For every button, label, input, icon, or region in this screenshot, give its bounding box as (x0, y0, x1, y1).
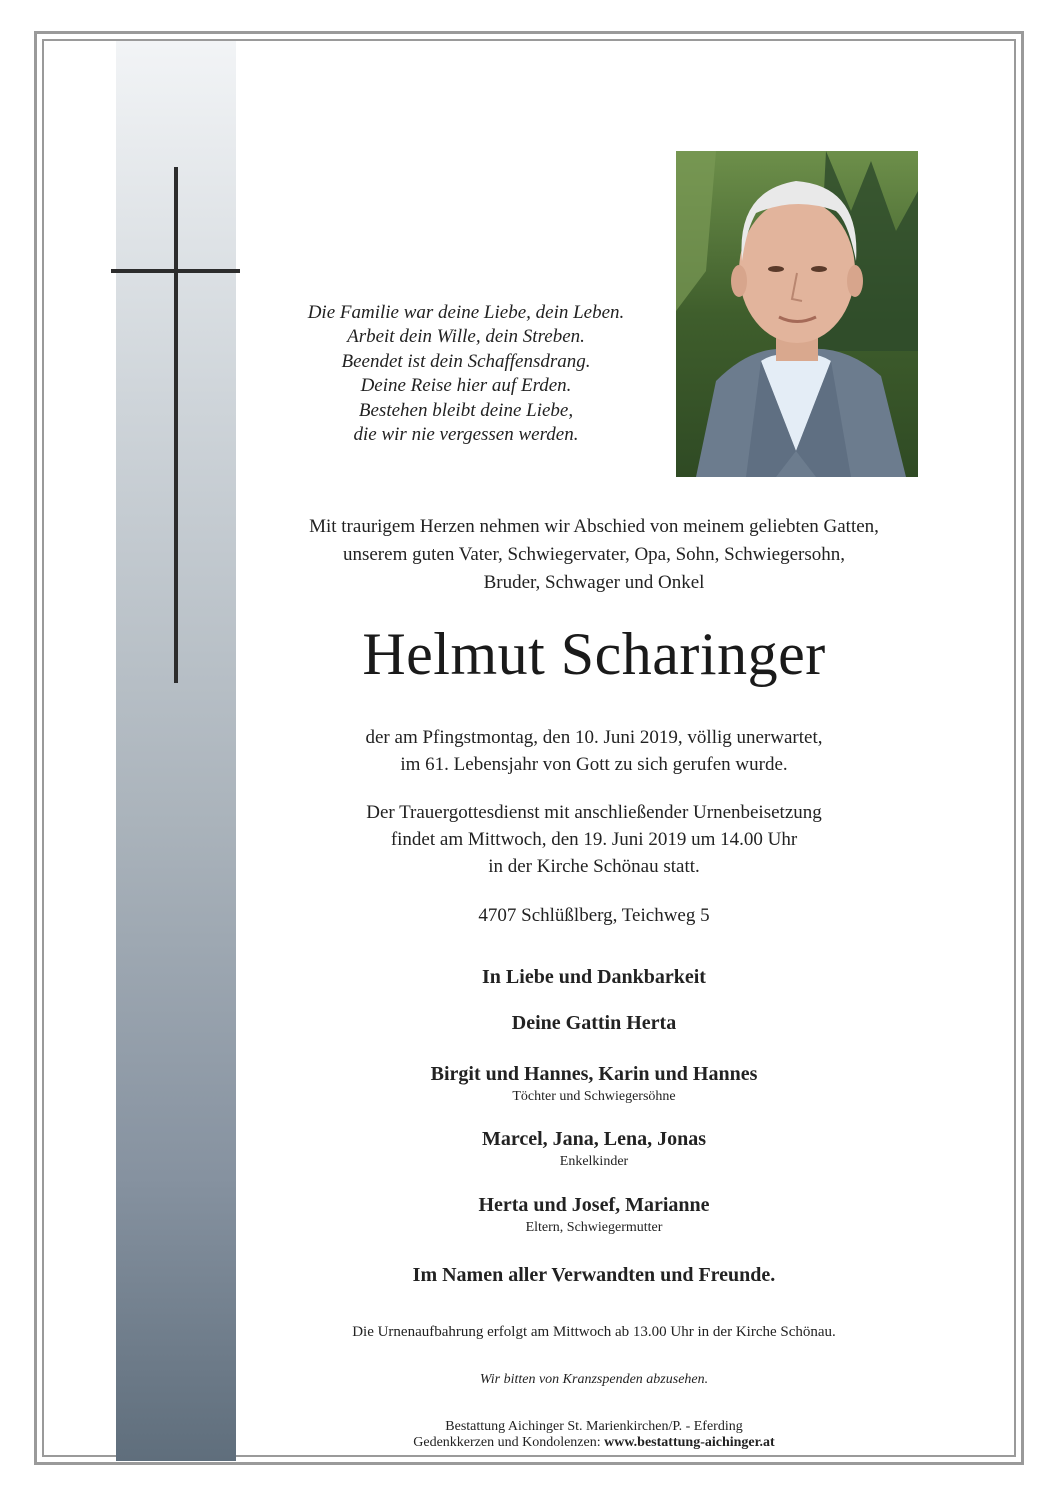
service-line: Der Trauergottesdienst mit anschließender Urnenbeisetzung (366, 802, 822, 823)
service-line: findet am Mittwoch, den 19. Juni 2019 um 14.00 Uhr (390, 829, 798, 850)
poem-line: Arbeit dein Wille, dein Streben. (347, 326, 585, 348)
family-group (236, 1126, 952, 1171)
deceased-name: Helmut Scharinger (362, 621, 826, 687)
group-relation: Enkelkinder (559, 1154, 629, 1169)
poem-line: die wir nie vergessen werden. (353, 424, 579, 446)
address: 4707 Schlüßlberg, Teichweg 5 (478, 905, 710, 926)
group-names: Birgit und Hannes, Karin und Hannes (430, 1063, 758, 1085)
cross-icon-bar (111, 269, 240, 273)
service-notice (236, 799, 952, 880)
footer-line-2 (236, 1435, 952, 1451)
wreath-note: Wir bitten von Kranzspenden abzusehen. (479, 1372, 709, 1387)
relatives-line: Im Namen aller Verwandten und Freunde. (412, 1264, 776, 1286)
group-names: Marcel, Jana, Lena, Jonas (481, 1128, 707, 1150)
family-group (236, 1061, 952, 1106)
intro-text (236, 513, 952, 597)
group-names: Herta und Josef, Marianne (478, 1194, 710, 1216)
love-line: In Liebe und Dankbarkeit (482, 966, 706, 988)
intro-line: Bruder, Schwager und Onkel (483, 572, 705, 593)
spouse-line: Deine Gattin Herta (511, 1012, 677, 1034)
footer (236, 1419, 952, 1451)
group-relation: Töchter und Schwiegersöhne (512, 1089, 676, 1104)
poem (256, 301, 676, 447)
group-relation: Eltern, Schwiegermutter (525, 1220, 663, 1235)
service-line: in der Kirche Schönau statt. (488, 856, 700, 877)
website-link[interactable]: www.bestattung-aichinger.at (604, 1435, 775, 1450)
poem-line: Beendet ist dein Schaffensdrang. (341, 350, 591, 372)
cross-icon (174, 167, 178, 683)
urn-note: Die Urnenaufbahrung erfolgt am Mittwoch ab 13.00 Uhr in der Kirche Schönau. (352, 1324, 836, 1340)
intro-line: unserem guten Vater, Schwiegervater, Opa, Sohn, Schwiegersohn, (342, 544, 846, 565)
family-group (236, 1192, 952, 1237)
poem-line: Deine Reise hier auf Erden. (360, 375, 572, 397)
death-line: im 61. Lebensjahr von Gott zu sich gerufen wurde. (400, 754, 788, 775)
death-line: der am Pfingstmontag, den 10. Juni 2019, völlig unerwartet, (365, 727, 823, 748)
death-notice (236, 724, 952, 778)
poem-line: Die Familie war deine Liebe, dein Leben. (307, 302, 625, 323)
footer-prefix: Gedenkkerzen und Kondolenzen: (413, 1435, 601, 1450)
poem-line: Bestehen bleibt deine Liebe, (358, 399, 574, 421)
footer-line: Bestattung Aichinger St. Marienkirchen/P. - Eferding (445, 1419, 743, 1434)
intro-line: Mit traurigem Herzen nehmen wir Abschied von meinem geliebten Gatten, (309, 516, 879, 537)
portrait-photo (676, 151, 918, 477)
